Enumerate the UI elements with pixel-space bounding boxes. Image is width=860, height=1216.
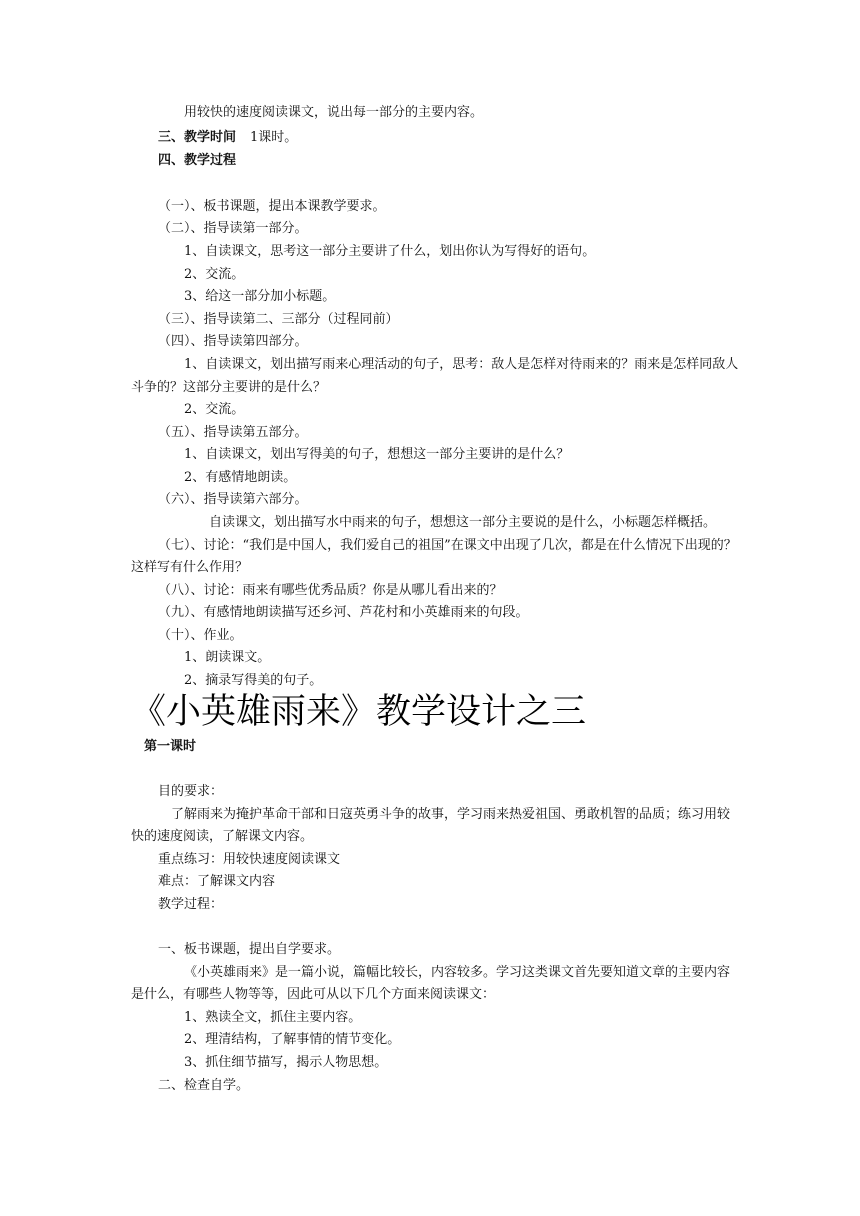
plan-line: 3、抓住细节描写，揭示人物思想。 <box>184 1055 388 1070</box>
plan-line: 重点练习：用较快速度阅读课文 <box>158 852 341 867</box>
section-3-row <box>158 129 297 146</box>
section-3-label: 三、教学时间 <box>158 130 237 145</box>
process-line: （三）、指导读第二、三部分（过程同前） <box>158 312 399 327</box>
plan-line: 二、检查自学。 <box>158 1078 250 1093</box>
plan-line: 《小英雄雨来》是一篇小说，篇幅比较长，内容较多。学习这类课文首先要知道文章的主要内容 <box>184 965 731 980</box>
plan-line: 了解雨来为掩护革命干部和日寇英勇斗争的故事，学习雨来热爱祖国、勇敢机智的品质；练习用较 <box>171 807 731 822</box>
plan-line: 一、板书课题，提出自学要求。 <box>158 942 341 957</box>
process-line: （六）、指导读第六部分。 <box>158 492 308 507</box>
process-line: 2、摘录写得美的句子。 <box>184 673 323 688</box>
process-line: 1、朗读课文。 <box>184 650 271 665</box>
plan-line: 2、理清结构，了解事情的情节变化。 <box>184 1032 401 1047</box>
process-line: （八）、讨论：雨来有哪些优秀品质？你是从哪儿看出来的？ <box>158 583 503 598</box>
plan-line: 是什么，有哪些人物等等，因此可从以下几个方面来阅读课文： <box>131 987 496 1002</box>
process-line: （四）、指导读第四部分。 <box>158 334 308 349</box>
process-line: 2、交流。 <box>184 402 245 417</box>
document-title: 《小英雄雨来》教学设计之三 <box>131 692 587 732</box>
process-line: 斗争的？这部分主要讲的是什么？ <box>131 380 327 395</box>
process-line: （七）、讨论：“我们是中国人，我们爱自己的祖国”在课文中出现了几次，都是在什么情况下出现的？ <box>158 538 737 553</box>
process-line: （二）、指导读第一部分。 <box>158 221 308 236</box>
section-3-value: 1课时。 <box>250 130 298 145</box>
process-line: 2、有感情地朗读。 <box>184 470 297 485</box>
plan-line: 教学过程： <box>158 897 224 912</box>
process-line: 3、给这一部分加小标题。 <box>184 289 336 304</box>
process-line: （十）、作业。 <box>158 628 243 643</box>
intro-line: 用较快的速度阅读课文，说出每一部分的主要内容。 <box>184 105 484 120</box>
process-line: （五）、指导读第五部分。 <box>158 425 308 440</box>
process-line: （一）、板书课题，提出本课教学要求。 <box>158 199 386 214</box>
plan-line: 1、熟读全文，抓住主要内容。 <box>184 1010 362 1025</box>
lesson-subtitle: 第一课时 <box>144 739 197 754</box>
process-line: 2、交流。 <box>184 267 245 282</box>
plan-line: 快的速度阅读，了解课文内容。 <box>131 829 314 844</box>
plan-line: 难点：了解课文内容 <box>158 874 276 889</box>
section-4-heading: 四、教学过程 <box>158 153 237 168</box>
process-line: 自读课文，划出描写水中雨来的句子，想想这一部分主要说的是什么，小标题怎样概括。 <box>209 515 717 530</box>
process-line: 这样写有什么作用？ <box>131 560 249 575</box>
process-line: 1、自读课文，划出写得美的句子，想想这一部分主要讲的是什么？ <box>184 447 570 462</box>
process-line: 1、自读课文，思考这一部分主要讲了什么，划出你认为写得好的语句。 <box>184 244 596 259</box>
process-line: （九）、有感情地朗读描写还乡河、芦花村和小英雄雨来的句段。 <box>158 605 529 620</box>
process-line: 1、自读课文，划出描写雨来心理活动的句子，思考：敌人是怎样对待雨来的？雨来是怎样同敌人 <box>184 357 739 372</box>
plan-line: 目的要求： <box>158 784 224 799</box>
